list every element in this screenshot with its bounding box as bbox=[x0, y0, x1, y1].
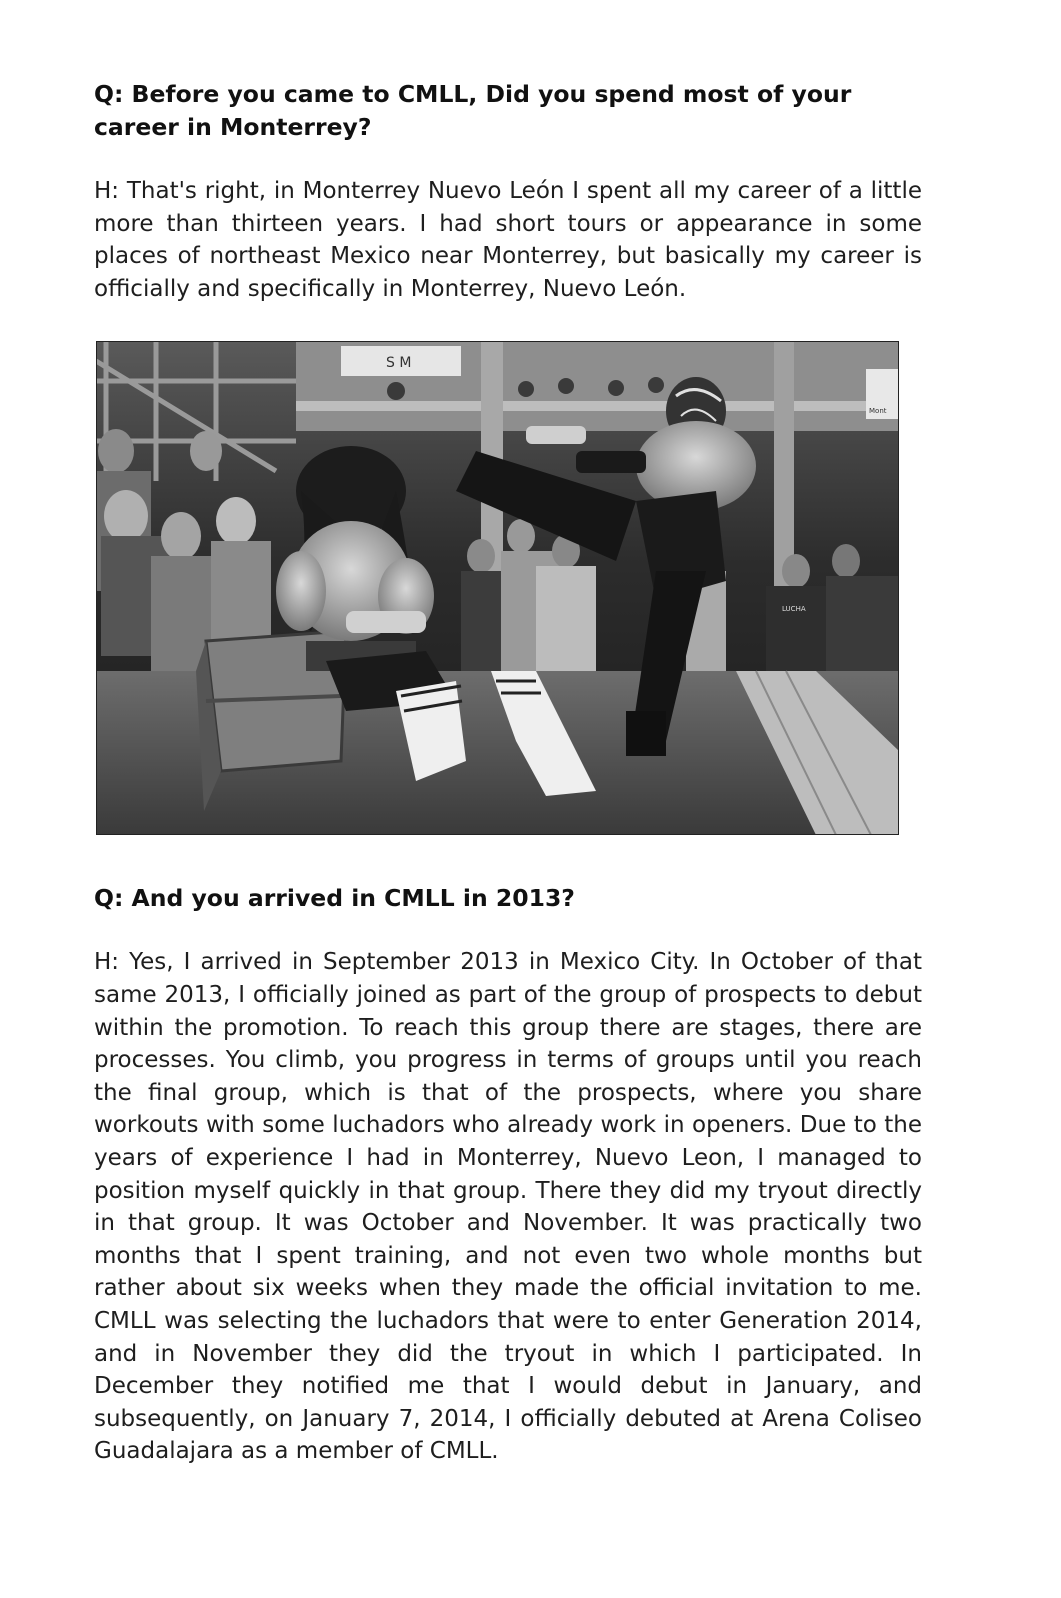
wrestling-photo bbox=[96, 341, 899, 835]
answer-2: H: Yes, I arrived in September 2013 in Mexico City. In October of that same 2013, I officially joined as part of the group of prospects to debut within the promotion. To reach this group there are stages, there are processes. You climb, you progress in terms of groups until you reach the final group, which is that of the prospects, where you share workouts with some luchadors who already work in openers. Due to the years of experience I had in Monterrey, Nuevo Leon, I managed to position myself quickly in that group. There they did my tryout directly in that group. It was October and November. It was practically two months that I spent training, and not even two whole months but rather about six weeks when they made the official invitation to me. CMLL was selecting the luchadors that were to enter Generation 2014, and in November they did the tryout in which I participated. In December they notified me that I would debut in January, and subsequently, on January 7, 2014, I officially debuted at Arena Coliseo Guadalajara as a member of CMLL. bbox=[94, 949, 922, 1465]
banner-text: S M bbox=[386, 355, 412, 372]
question-1: Q: Before you came to CMLL, Did you spend most of your career in Monterrey? bbox=[94, 80, 852, 141]
sign-text: Mont bbox=[869, 407, 887, 416]
balcony-rail bbox=[296, 401, 899, 411]
document-page bbox=[94, 78, 922, 1468]
answer-1: H: That's right, in Monterrey Nuevo León I spent all my career of a little more than thirteen years. I had short tours or appearance in some places of northeast Mexico near Monterrey, but basically my career is officially and specifically in Monterrey, Nuevo León. bbox=[94, 178, 922, 302]
question-2: Q: And you arrived in CMLL in 2013? bbox=[94, 884, 575, 913]
shirt-text: LUCHA bbox=[782, 605, 806, 614]
